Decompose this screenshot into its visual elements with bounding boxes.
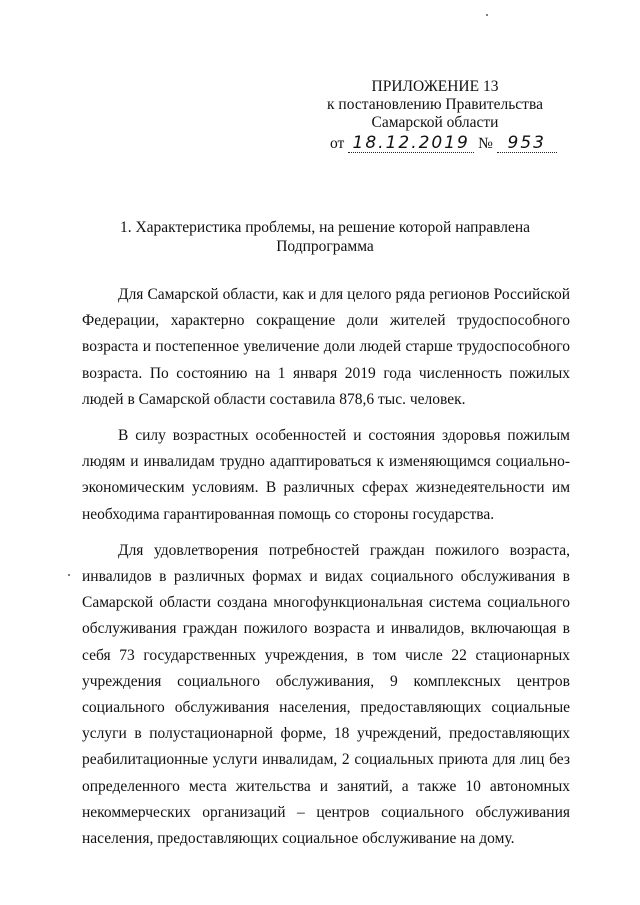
- appendix-date-row: [300, 134, 570, 153]
- from-label: от: [330, 135, 345, 152]
- number-label: №: [478, 135, 493, 152]
- appendix-resolution-line: к постановлению Правительства: [327, 96, 543, 113]
- section-heading: [80, 218, 570, 256]
- appendix-block: [300, 78, 570, 153]
- handwritten-number: 953: [497, 134, 557, 153]
- scan-speck: [486, 14, 488, 16]
- paragraph-3: Для удовлетворения потребностей граждан пожилого возраста, инвалидов в различных формах и видах социального обслуживания в Самарской области создана многофункциональная система социального обслуживания граждан пожилого возраста и инвалидов, включающая в себя 73 государственных учреждения, в том числе 22 стационарных учреждения социального обслуживания, 9 комплексных центров социального обслуживания населения, предоставляющих социальные услуги в полустационарной форме, 18 учреждений, предоставляющих реабилитационные услуги инвалидам, 2 социальных приюта для лиц без определенного места жительства и занятий, а также 10 автономных некоммерческих организаций – центров социального обслуживания населения, предоставляющих социальное обслуживание на дому.: [82, 541, 570, 848]
- scan-speck: [68, 574, 70, 576]
- appendix-title: ПРИЛОЖЕНИЕ 13: [371, 78, 499, 95]
- appendix-region-line: Самарской области: [371, 114, 499, 131]
- paragraph-1: Для Самарской области, как и для целого ряда регионов Российской Федерации, характерно сокращение доли жителей трудоспособного возраста и постепенное увеличение доли людей старше трудоспособного возраста. По состоянию на 1 января 2019 года численность пожилых людей в Самарской области составила 878,6 тыс. человек.: [82, 286, 570, 408]
- paragraph-2: В силу возрастных особенностей и состояния здоровья пожилым людям и инвалидам трудно адаптироваться к изменяющимся социально-экономическим условиям. В различных сферах жизнедеятельности им необходима гарантированная помощь со стороны государства.: [82, 427, 570, 523]
- handwritten-date: 18.12.2019: [348, 134, 474, 153]
- section-heading-line-2: Подпрограмма: [276, 238, 374, 255]
- document-body: [82, 282, 570, 862]
- section-heading-line-1: 1. Характеристика проблемы, на решение которой направлена: [119, 219, 531, 236]
